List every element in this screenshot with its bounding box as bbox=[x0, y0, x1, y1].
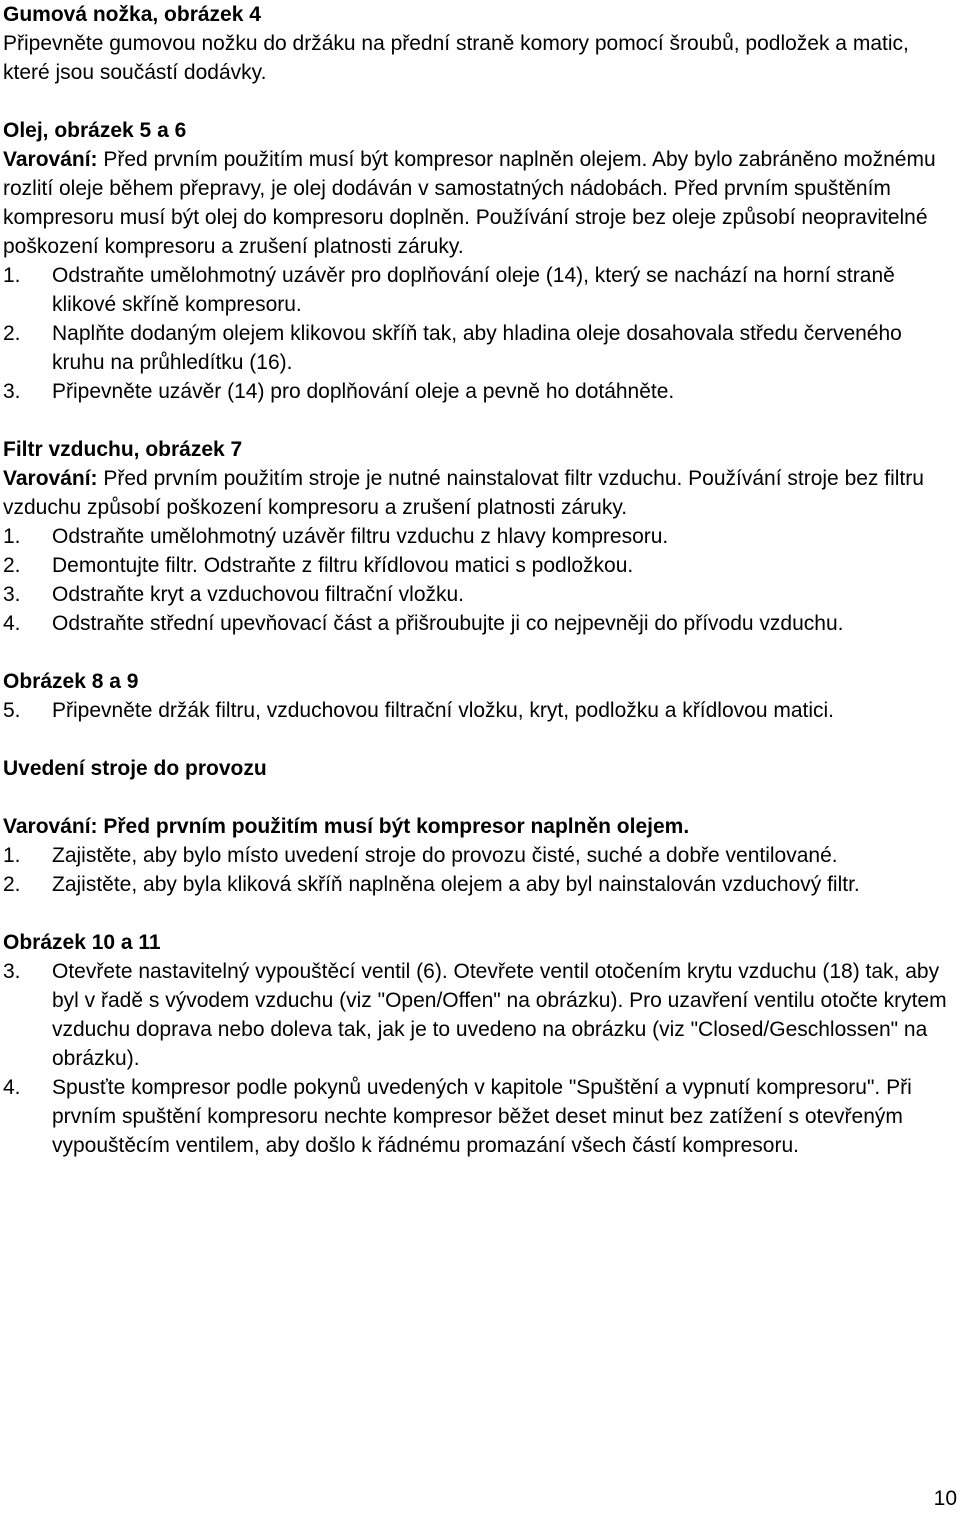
warning-paragraph: Varování: Před prvním použitím musí být kompresor naplněn olejem. bbox=[3, 815, 690, 838]
section-heading: Filtr vzduchu, obrázek 7 bbox=[3, 438, 243, 461]
section-commissioning bbox=[3, 754, 953, 899]
list-item bbox=[3, 377, 953, 406]
list-item bbox=[3, 1073, 953, 1160]
step-number: 3. bbox=[3, 380, 21, 403]
step-text: Spusťte kompresor podle pokynů uvedených v kapitole "Spuštění a vypnutí kompresoru". Při prvním spuštění kompresoru nechte kompresor běžet deset minut bez zatížení s otevřeným vypouštěcím ventilem, aby došlo k řádnému promazání všech částí kompresoru. bbox=[52, 1076, 912, 1157]
section-figure-10-11 bbox=[3, 928, 953, 1160]
step-text: Odstraňte kryt a vzduchovou filtrační vložku. bbox=[52, 583, 465, 606]
warning-paragraph bbox=[3, 145, 953, 261]
list-item bbox=[3, 870, 953, 899]
warning-paragraph bbox=[3, 464, 953, 522]
step-number: 2. bbox=[3, 554, 21, 577]
steps-list bbox=[3, 957, 953, 1160]
steps-list bbox=[3, 696, 953, 725]
step-number: 4. bbox=[3, 612, 21, 635]
step-number: 1. bbox=[3, 264, 21, 287]
list-item bbox=[3, 696, 953, 725]
list-item bbox=[3, 957, 953, 1073]
section-heading: Uvedení stroje do provozu bbox=[3, 757, 267, 780]
step-text: Odstraňte střední upevňovací část a přišroubujte ji co nejpevněji do přívodu vzduchu. bbox=[52, 612, 844, 635]
steps-list bbox=[3, 841, 953, 899]
step-number: 2. bbox=[3, 873, 21, 896]
list-item bbox=[3, 551, 953, 580]
steps-list bbox=[3, 522, 953, 638]
list-item bbox=[3, 261, 953, 319]
step-text: Otevřete nastavitelný vypouštěcí ventil (6). Otevřete ventil otočením krytu vzduchu (18) tak, aby byl v řadě s vývodem vzduchu (viz "Open/Offen" na obrázku). Pro uzavření ventilu otočte krytem vzduchu doprava nebo doleva tak, jak je to uvedeno na obrázku (viz "Closed/Geschlossen" na obrázku). bbox=[52, 960, 947, 1070]
paragraph: Připevněte gumovou nožku do držáku na přední straně komory pomocí šroubů, podložek a matic, které jsou součástí dodávky. bbox=[3, 32, 909, 84]
page-number: 10 bbox=[933, 1487, 957, 1510]
step-text: Odstraňte umělohmotný uzávěr pro doplňování oleje (14), který se nachází na horní straně klikové skříně kompresoru. bbox=[52, 264, 895, 316]
section-rubber-foot bbox=[3, 0, 953, 87]
step-text: Zajistěte, aby bylo místo uvedení stroje do provozu čisté, suché a dobře ventilované. bbox=[52, 844, 838, 867]
step-text: Připevněte uzávěr (14) pro doplňování oleje a pevně ho dotáhněte. bbox=[52, 380, 675, 403]
step-number: 5. bbox=[3, 699, 21, 722]
step-number: 2. bbox=[3, 322, 21, 345]
list-item bbox=[3, 841, 953, 870]
section-heading: Gumová nožka, obrázek 4 bbox=[3, 3, 261, 26]
step-text: Demontujte filtr. Odstraňte z filtru křídlovou matici s podložkou. bbox=[52, 554, 634, 577]
section-heading: Obrázek 10 a 11 bbox=[3, 931, 161, 954]
section-heading: Olej, obrázek 5 a 6 bbox=[3, 119, 187, 142]
section-heading: Obrázek 8 a 9 bbox=[3, 670, 139, 693]
section-oil bbox=[3, 116, 953, 406]
step-text: Připevněte držák filtru, vzduchovou filtrační vložku, kryt, podložku a křídlovou matici. bbox=[52, 699, 835, 722]
steps-list bbox=[3, 261, 953, 406]
section-air-filter bbox=[3, 435, 953, 638]
list-item bbox=[3, 609, 953, 638]
step-number: 4. bbox=[3, 1076, 21, 1099]
list-item bbox=[3, 580, 953, 609]
warning-text: Před prvním použitím stroje je nutné nainstalovat filtr vzduchu. Používání stroje bez filtru vzduchu způsobí poškození kompresoru a zrušení platnosti záruky. bbox=[3, 467, 924, 519]
section-figure-8-9 bbox=[3, 667, 953, 725]
step-number: 1. bbox=[3, 525, 21, 548]
step-number: 3. bbox=[3, 583, 21, 606]
step-number: 1. bbox=[3, 844, 21, 867]
warning-text: Před prvním použitím musí být kompresor naplněn olejem. Aby bylo zabráněno možnému rozlití oleje během přepravy, je olej dodáván v samostatných nádobách. Před prvním spuštěním kompresoru musí být olej do kompresoru doplněn. Používání stroje bez oleje způsobí neopravitelné poškození kompresoru a zrušení platnosti záruky. bbox=[3, 148, 936, 258]
warning-label: Varování: bbox=[3, 148, 98, 171]
list-item bbox=[3, 319, 953, 377]
warning-label: Varování: bbox=[3, 467, 98, 490]
step-text: Odstraňte umělohmotný uzávěr filtru vzduchu z hlavy kompresoru. bbox=[52, 525, 669, 548]
document-page bbox=[3, 0, 953, 1160]
step-text: Zajistěte, aby byla kliková skříň naplněna olejem a aby byl nainstalován vzduchový filtr. bbox=[52, 873, 860, 896]
list-item bbox=[3, 522, 953, 551]
step-number: 3. bbox=[3, 960, 21, 983]
step-text: Naplňte dodaným olejem klikovou skříň tak, aby hladina oleje dosahovala středu červeného kruhu na průhledítku (16). bbox=[52, 322, 902, 374]
